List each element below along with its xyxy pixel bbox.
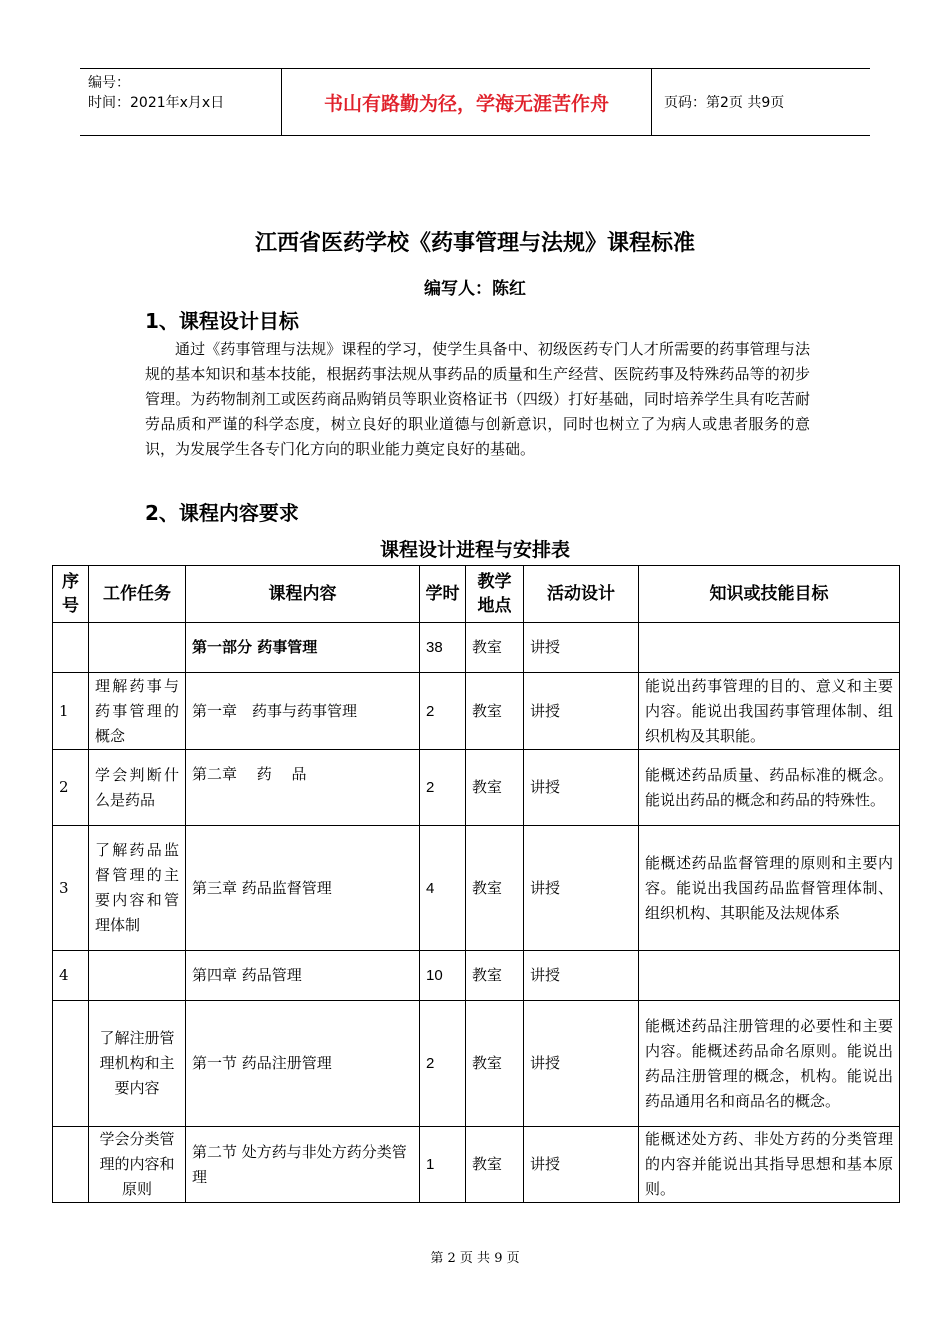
cell-goal: 能概述处方药、非处方药的分类管理的内容并能说出其指导思想和基本原则。: [639, 1127, 900, 1203]
cell-hours: 4: [420, 826, 466, 951]
table-header-row: [53, 566, 900, 623]
cell-goal: 能概述药品注册管理的必要性和主要内容。能概述药品命名原则。能说出药品注册管理的概念，机构。能说出药品通用名和商品名的概念。: [639, 1001, 900, 1127]
cell-task: [89, 951, 186, 1001]
cell-place: 教室: [466, 1001, 524, 1127]
cell-activity: 讲授: [524, 1001, 639, 1127]
cell-goal: 能说出药事管理的目的、意义和主要内容。能说出我国药事管理体制、组织机构及其职能。: [639, 673, 900, 750]
cell-num: 3: [53, 826, 89, 951]
header-motto: 书山有路勤为径，学海无涯苦作舟: [282, 69, 652, 135]
section2-heading: 2、课程内容要求: [145, 501, 299, 525]
cell-activity: 讲授: [524, 750, 639, 826]
table-row: [53, 1001, 900, 1127]
cell-num: [53, 1127, 89, 1203]
cell-content: 第三章 药品监督管理: [186, 826, 420, 951]
cell-content: 第一章 药事与药事管理: [186, 673, 420, 750]
page-footer: 第 2 页 共 9 页: [430, 1251, 520, 1266]
cell-num: [53, 623, 89, 673]
table-row: [53, 673, 900, 750]
header-task: 工作任务: [89, 566, 186, 623]
table-row: [53, 623, 900, 673]
cell-hours: 1: [420, 1127, 466, 1203]
cell-num: 2: [53, 750, 89, 826]
cell-goal: 能概述药品质量、药品标准的概念。能说出药品的概念和药品的特殊性。: [639, 750, 900, 826]
header-activity: 活动设计: [524, 566, 639, 623]
header-num: 序号: [53, 566, 89, 623]
header-number-label: 编号：: [88, 75, 130, 91]
section1-body: 通过《药事管理与法规》课程的学习，使学生具备中、初级医药专门人才所需要的药事管理与法规的基本知识和基本技能，根据药事法规从事药品的质量和生产经营、医院药事及特殊药品等的初步管理。为药物制剂工或医药商品购销员等职业资格证书（四级）打好基础，同时培养学生具有吃苦耐劳品质和严谨的科学态度，树立良好的职业道德与创新意识，同时也树立了为病人或患者服务的意识，为发展学生各专门化方向的职业能力奠定良好的基础。: [145, 340, 810, 458]
cell-content: 第二章 药 品: [186, 750, 420, 826]
cell-task: 理解药事与药事管理的概念: [89, 673, 186, 750]
cell-content: 第二节 处方药与非处方药分类管理: [186, 1127, 420, 1203]
cell-task: [89, 623, 186, 673]
table-title: 课程设计进程与安排表: [379, 539, 570, 561]
cell-num: 1: [53, 673, 89, 750]
table-row: [53, 826, 900, 951]
header-time-label: 时间：2021年x月x日: [88, 95, 225, 111]
cell-goal: [639, 623, 900, 673]
cell-place: 教室: [466, 673, 524, 750]
document-author: 编写人：陈红: [424, 279, 526, 299]
header-page-info: 页码：第2页 共9页: [664, 95, 785, 111]
document-title: 江西省医药学校《药事管理与法规》课程标准: [254, 231, 695, 256]
cell-goal: [639, 951, 900, 1001]
cell-num: [53, 1001, 89, 1127]
cell-hours: 2: [420, 750, 466, 826]
cell-content: 第一节 药品注册管理: [186, 1001, 420, 1127]
cell-content: 第四章 药品管理: [186, 951, 420, 1001]
cell-task: 学会判断什么是药品: [89, 750, 186, 826]
cell-activity: 讲授: [524, 826, 639, 951]
cell-place: 教室: [466, 1127, 524, 1203]
cell-hours: 2: [420, 1001, 466, 1127]
cell-hours: 38: [420, 623, 466, 673]
header-content: 课程内容: [186, 566, 420, 623]
cell-task: 了解药品监督管理的主要内容和管理体制: [89, 826, 186, 951]
cell-place: 教室: [466, 826, 524, 951]
section1-heading: 1、课程设计目标: [145, 309, 299, 333]
header-meta: [80, 69, 282, 135]
header-hours: 学时: [420, 566, 466, 623]
cell-num: 4: [53, 951, 89, 1001]
schedule-table: [52, 565, 900, 1203]
table-row: [53, 951, 900, 1001]
header-place: 教学地点: [466, 566, 524, 623]
cell-activity: 讲授: [524, 951, 639, 1001]
cell-place: 教室: [466, 623, 524, 673]
cell-activity: 讲授: [524, 673, 639, 750]
cell-task: 了解注册管理机构和主要内容: [89, 1001, 186, 1127]
page-header: [80, 68, 870, 136]
cell-content: 第一部分 药事管理: [186, 623, 420, 673]
cell-hours: 10: [420, 951, 466, 1001]
cell-place: 教室: [466, 750, 524, 826]
cell-goal: 能概述药品监督管理的原则和主要内容。能说出我国药品监督管理体制、组织机构、其职能及法规体系: [639, 826, 900, 951]
cell-activity: 讲授: [524, 623, 639, 673]
header-goal: 知识或技能目标: [639, 566, 900, 623]
cell-task: 学会分类管理的内容和原则: [89, 1127, 186, 1203]
cell-hours: 2: [420, 673, 466, 750]
cell-activity: 讲授: [524, 1127, 639, 1203]
table-row: [53, 750, 900, 826]
table-row: [53, 1127, 900, 1203]
cell-place: 教室: [466, 951, 524, 1001]
